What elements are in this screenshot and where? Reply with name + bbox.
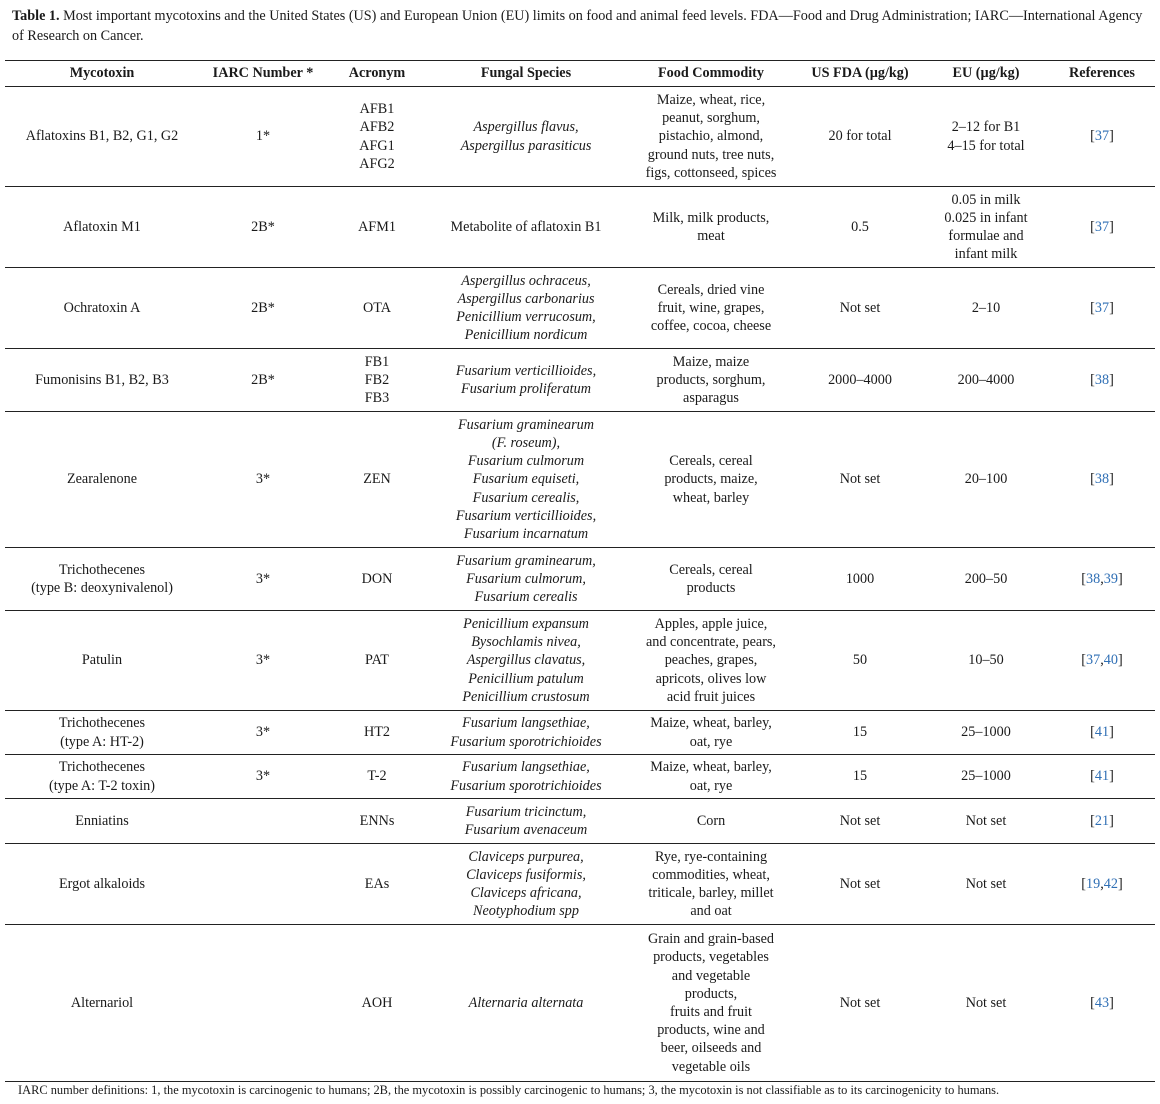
cell-line: ZEN [363, 471, 391, 488]
cell-line: Rye, rye-containing [654, 848, 768, 865]
reference-link[interactable]: 38 [1086, 570, 1101, 587]
cell-line: AFB2 [359, 119, 395, 136]
mycotoxin-cell [5, 755, 199, 799]
table-row [5, 711, 1155, 755]
references-cell: [37] [1049, 187, 1155, 268]
table-row [5, 925, 1155, 1082]
references-cell: [38,39] [1049, 548, 1155, 611]
cell-line: products, vegetables [653, 949, 769, 966]
cell-line: Maize, maize [672, 353, 750, 370]
acronym-cell [327, 799, 427, 844]
us-fda-cell [797, 611, 923, 711]
cell-line: (type A: T-2 toxin) [48, 777, 155, 794]
cell-line: 4–15 for total [947, 137, 1025, 154]
mycotoxin-cell [5, 925, 199, 1082]
cell-line: Fusarium culmorum, [466, 570, 586, 587]
cell-line: products, sorghum, [656, 371, 766, 388]
table-header-row [5, 61, 1155, 87]
acronym-cell [327, 755, 427, 799]
cell-line: Not set [839, 994, 881, 1011]
acronym-cell [327, 187, 427, 268]
cell-line: Maize, wheat, rice, [656, 91, 766, 108]
cell-line: Grain and grain-based [647, 931, 775, 948]
food-commodity-cell [625, 711, 797, 755]
cell-line: Claviceps purpurea, [468, 848, 584, 865]
iarc-value: 3* [255, 724, 271, 741]
cell-line: pistachio, almond, [658, 128, 764, 145]
cell-line: Fusarium verticillioides, [455, 507, 597, 524]
food-commodity-cell [625, 349, 797, 412]
mycotoxin-cell [5, 611, 199, 711]
cell-line: AFB1 [359, 101, 395, 118]
cell-line: peanut, sorghum, [662, 110, 760, 127]
cell-line: Not set [839, 471, 881, 488]
cell-line: figs, cottonseed, spices [645, 164, 777, 181]
mycotoxin-cell [5, 548, 199, 611]
cell-line: Claviceps africana, [470, 885, 582, 901]
fungal-species-cell [427, 844, 625, 925]
acronym-cell [327, 349, 427, 412]
iarc-value: 3* [255, 652, 271, 669]
cell-line: acid fruit juices [666, 688, 756, 705]
iarc-value: 2B* [251, 299, 275, 316]
cell-line: Aspergillus clavatus, [466, 652, 586, 669]
cell-line: formulae and [948, 228, 1024, 244]
table-row [5, 548, 1155, 611]
fungal-species-cell [427, 711, 625, 755]
reference-link[interactable]: 38 [1094, 371, 1110, 388]
cell-line: wheat, barley [672, 489, 750, 506]
iarc-value: 2B* [251, 371, 275, 388]
cell-line: Trichothecenes [58, 561, 146, 578]
iarc-cell [199, 187, 327, 268]
mycotoxin-cell [5, 799, 199, 844]
table-row [5, 87, 1155, 187]
cell-line: Penicillium nordicum [464, 327, 588, 344]
acronym-cell [327, 844, 427, 925]
eu-cell [923, 87, 1049, 187]
mycotoxin-cell [5, 187, 199, 268]
column-header: US FDA (µg/kg) [797, 61, 923, 87]
cell-line: 10–50 [968, 652, 1004, 669]
food-commodity-cell [625, 187, 797, 268]
reference-link[interactable]: 39 [1103, 570, 1118, 587]
table-body [5, 87, 1155, 1082]
cell-line: and oat [690, 903, 732, 920]
reference-link[interactable]: 43 [1094, 994, 1110, 1011]
us-fda-cell [797, 844, 923, 925]
cell-line: Fumonisins B1, B2, B3 [35, 371, 169, 388]
cell-line: Corn [696, 812, 726, 829]
fungal-species-cell [427, 799, 625, 844]
cell-line: peaches, grapes, [664, 652, 758, 669]
fungal-species-cell [427, 349, 625, 412]
cell-line: AFG2 [359, 155, 395, 172]
cell-line: FB2 [364, 371, 390, 388]
table-row [5, 187, 1155, 268]
cell-line: Fusarium langsethiae, [462, 715, 590, 732]
eu-cell [923, 187, 1049, 268]
food-commodity-cell [625, 925, 797, 1082]
iarc-cell [199, 611, 327, 711]
table-row [5, 412, 1155, 548]
cell-line: Claviceps fusiformis, [466, 866, 586, 883]
cell-line: and concentrate, pears, [646, 634, 776, 651]
table-footnote: IARC number definitions: 1, the mycotoxin is carcinogenic to humans; 2B, the mycotoxin is possibly carcinogenic to humans; 3, the mycotoxin is not classifiable as to its carcinogenicity to humans. [18, 1083, 1000, 1097]
cell-line: fruits and fruit [670, 1004, 752, 1020]
cell-line: Ochratoxin A [63, 299, 141, 316]
cell-line: 20–100 [964, 471, 1008, 488]
cell-line: products, maize, [664, 471, 758, 488]
cell-line: triticale, barley, millet [648, 885, 774, 901]
cell-line: Fusarium culmorum [467, 453, 585, 470]
food-commodity-cell [625, 844, 797, 925]
cell-line: Penicillium verrucosum, [456, 309, 596, 325]
cell-line: Ergot alkaloids [58, 875, 146, 892]
mycotoxin-table [5, 60, 1155, 1082]
cell-line: 200–50 [964, 570, 1008, 587]
references-cell: [21] [1049, 799, 1155, 844]
acronym-cell [327, 548, 427, 611]
cell-line: vegetable oils [671, 1058, 751, 1075]
cell-line: PAT [365, 652, 389, 669]
cell-line: 15 [852, 768, 868, 785]
cell-line: Aflatoxin M1 [63, 218, 141, 235]
eu-cell [923, 844, 1049, 925]
cell-line: Alternariol [70, 994, 134, 1011]
fungal-species-cell [427, 755, 625, 799]
column-header: Food Commodity [625, 61, 797, 87]
cell-line: Penicillium patulum [468, 670, 584, 687]
cell-line: EAs [364, 875, 390, 892]
cell-line: 15 [852, 724, 868, 741]
cell-line: 2000–4000 [828, 371, 892, 388]
acronym-cell [327, 611, 427, 711]
cell-line: Fusarium cerealis [474, 589, 578, 606]
food-commodity-cell [625, 799, 797, 844]
fungal-species-cell [427, 925, 625, 1082]
cell-line: Enniatins [75, 812, 129, 829]
references-cell: [41] [1049, 711, 1155, 755]
cell-line: Fusarium verticillioides, [455, 362, 597, 379]
cell-line: (type A: HT-2) [60, 733, 144, 750]
cell-line: Trichothecenes [58, 759, 146, 776]
eu-cell [923, 925, 1049, 1082]
cell-line: Not set [965, 994, 1007, 1011]
fungal-species-cell [427, 611, 625, 711]
iarc-value: 1* [255, 128, 271, 145]
iarc-cell [199, 711, 327, 755]
table-row [5, 844, 1155, 925]
eu-cell [923, 799, 1049, 844]
food-commodity-cell [625, 87, 797, 187]
cell-line: Apples, apple juice, [654, 615, 768, 632]
cell-line: 25–1000 [961, 724, 1011, 741]
table-row [5, 268, 1155, 349]
cell-line: HT2 [363, 724, 390, 741]
mycotoxin-cell [5, 711, 199, 755]
cell-line: Fusarium graminearum [458, 416, 594, 433]
mycotoxin-cell [5, 844, 199, 925]
column-header: IARC Number * [199, 61, 327, 87]
reference-link[interactable]: 19 [1086, 875, 1101, 892]
cell-line: Zearalenone [66, 471, 138, 488]
acronym-cell [327, 711, 427, 755]
cell-line: asparagus [683, 390, 739, 407]
cell-line: (type B: deoxynivalenol) [31, 580, 173, 596]
cell-line: Fusarium sporotrichioides [450, 777, 602, 794]
us-fda-cell [797, 187, 923, 268]
cell-line: AFM1 [358, 218, 396, 235]
cell-line: 0.05 in milk [951, 191, 1021, 208]
cell-line: Fusarium sporotrichioides [450, 733, 602, 750]
us-fda-cell [797, 755, 923, 799]
cell-line: DON [361, 570, 393, 587]
cell-line: 20 for total [828, 128, 892, 145]
cell-line: ground nuts, tree nuts, [647, 146, 775, 163]
cell-line: beer, oilseeds and [660, 1040, 762, 1057]
cell-line: 2–10 [971, 299, 1001, 316]
cell-line: Bysochlamis nivea, [471, 634, 581, 651]
mycotoxin-cell [5, 412, 199, 548]
references-cell: [37] [1049, 268, 1155, 349]
cell-line: Fusarium cerealis, [472, 489, 580, 506]
us-fda-cell [797, 268, 923, 349]
eu-cell [923, 611, 1049, 711]
iarc-cell [199, 548, 327, 611]
us-fda-cell [797, 412, 923, 548]
cell-line: Aspergillus parasiticus [460, 137, 592, 154]
reference-link[interactable]: 37 [1094, 299, 1110, 316]
fungal-species-cell [427, 87, 625, 187]
food-commodity-cell [625, 611, 797, 711]
reference-link[interactable]: 41 [1094, 724, 1110, 741]
cell-line: 2–12 for B1 [951, 119, 1021, 136]
fungal-species-cell [427, 412, 625, 548]
cell-line: Aspergillus flavus, [473, 119, 579, 136]
cell-line: Alternaria alternata [468, 994, 584, 1011]
reference-link[interactable]: 40 [1103, 652, 1118, 669]
cell-line: Not set [965, 875, 1007, 892]
cell-line: Penicillium expansum [463, 615, 589, 632]
mycotoxin-cell [5, 268, 199, 349]
mycotoxin-cell [5, 349, 199, 412]
cell-line: ENNs [359, 812, 395, 829]
cell-line: Metabolite of aflatoxin B1 [450, 218, 602, 235]
reference-link[interactable]: 37 [1094, 128, 1110, 145]
cell-line: Not set [965, 812, 1007, 829]
cell-line: commodities, wheat, [652, 866, 770, 883]
cell-line: products [686, 580, 736, 596]
reference-link[interactable]: 41 [1094, 768, 1110, 785]
reference-link[interactable]: 21 [1094, 812, 1110, 829]
reference-link[interactable]: 37 [1094, 218, 1110, 235]
references-cell: [38] [1049, 412, 1155, 548]
us-fda-cell [797, 799, 923, 844]
cell-line: apricots, olives low [655, 670, 767, 687]
us-fda-cell [797, 87, 923, 187]
cell-line: (F. roseum), [491, 434, 561, 451]
cell-line: fruit, wine, grapes, [657, 299, 765, 316]
references-cell: [43] [1049, 925, 1155, 1082]
cell-line: Patulin [81, 652, 123, 669]
references-cell: [37] [1049, 87, 1155, 187]
cell-line: infant milk [954, 246, 1018, 263]
references-cell: [37,40] [1049, 611, 1155, 711]
cell-line: Fusarium langsethiae, [462, 759, 590, 776]
cell-line: Aflatoxins B1, B2, G1, G2 [25, 128, 179, 145]
cell-line: products, wine and [657, 1022, 765, 1039]
cell-line: Maize, wheat, barley, [650, 759, 772, 776]
cell-line: Fusarium avenaceum [464, 822, 588, 838]
column-header: Acronym [327, 61, 427, 87]
cell-line: products, [684, 985, 738, 1002]
cell-line: 0.025 in infant [944, 209, 1028, 226]
acronym-cell [327, 87, 427, 187]
cell-line: Neotyphodium spp [472, 903, 579, 920]
cell-line: Cereals, cereal [669, 453, 753, 470]
iarc-value: 2B* [251, 218, 275, 235]
fungal-species-cell [427, 268, 625, 349]
food-commodity-cell [625, 548, 797, 611]
iarc-cell [199, 925, 327, 1082]
references-cell: [19,42] [1049, 844, 1155, 925]
cell-line: coffee, cocoa, cheese [650, 318, 772, 335]
eu-cell [923, 349, 1049, 412]
table-row [5, 349, 1155, 412]
eu-cell [923, 711, 1049, 755]
cell-line: Fusarium tricinctum, [465, 803, 587, 820]
reference-link[interactable]: 42 [1103, 875, 1118, 892]
eu-cell [923, 412, 1049, 548]
iarc-cell [199, 268, 327, 349]
iarc-value: 3* [255, 471, 271, 488]
food-commodity-cell [625, 268, 797, 349]
eu-cell [923, 755, 1049, 799]
cell-line: Milk, milk products, [652, 209, 770, 226]
table-row [5, 755, 1155, 799]
cell-line: AFG1 [359, 137, 395, 154]
acronym-cell [327, 412, 427, 548]
caption-text: Most important mycotoxins and the United States (US) and European Union (EU) limits on food and animal feed levels. FDA—Food and Drug Administration; IARC—International Agency of Research on Cancer. [12, 8, 1143, 44]
column-header: References [1049, 61, 1155, 87]
acronym-cell [327, 268, 427, 349]
cell-line: 50 [852, 652, 868, 669]
us-fda-cell [797, 925, 923, 1082]
fungal-species-cell [427, 187, 625, 268]
reference-link[interactable]: 38 [1094, 471, 1110, 488]
cell-line: Maize, wheat, barley, [650, 715, 772, 732]
column-header: EU (µg/kg) [923, 61, 1049, 87]
cell-line: Fusarium incarnatum [463, 526, 589, 542]
cell-line: Aspergillus carbonarius [457, 290, 595, 307]
iarc-cell [199, 799, 327, 844]
cell-line: FB3 [364, 390, 390, 407]
cell-line: Penicillium crustosum [462, 688, 590, 705]
us-fda-cell [797, 711, 923, 755]
food-commodity-cell [625, 412, 797, 548]
cell-line: Not set [839, 299, 881, 316]
cell-line: oat, rye [689, 777, 733, 794]
cell-line: Aspergillus ochraceus, [461, 272, 591, 289]
cell-line: Cereals, dried vine [657, 281, 765, 298]
reference-link[interactable]: 37 [1086, 652, 1101, 669]
cell-line: Not set [839, 875, 881, 892]
iarc-cell [199, 412, 327, 548]
cell-line: meat [697, 228, 725, 244]
table-row [5, 611, 1155, 711]
references-cell: [41] [1049, 755, 1155, 799]
cell-line: 25–1000 [961, 768, 1011, 785]
cell-line: and vegetable [671, 967, 751, 984]
table-caption [12, 6, 1148, 46]
cell-line: AOH [361, 994, 393, 1011]
eu-cell [923, 548, 1049, 611]
cell-line: 1000 [845, 570, 875, 587]
food-commodity-cell [625, 755, 797, 799]
column-header: Fungal Species [427, 61, 625, 87]
caption-label: Table 1. [12, 8, 60, 24]
iarc-cell [199, 87, 327, 187]
cell-line: oat, rye [689, 733, 733, 750]
us-fda-cell [797, 548, 923, 611]
references-cell: [38] [1049, 349, 1155, 412]
iarc-value: 3* [255, 768, 271, 785]
cell-line: Fusarium proliferatum [461, 381, 591, 397]
mycotoxin-cell [5, 87, 199, 187]
cell-line: Trichothecenes [58, 715, 146, 732]
us-fda-cell [797, 349, 923, 412]
iarc-cell [199, 349, 327, 412]
eu-cell [923, 268, 1049, 349]
cell-line: Fusarium graminearum, [456, 552, 596, 569]
acronym-cell [327, 925, 427, 1082]
column-header: Mycotoxin [5, 61, 199, 87]
fungal-species-cell [427, 548, 625, 611]
iarc-cell [199, 755, 327, 799]
cell-line: Fusarium equiseti, [472, 471, 580, 488]
cell-line: 0.5 [851, 218, 869, 235]
table-row [5, 799, 1155, 844]
cell-line: Cereals, cereal [669, 561, 753, 578]
iarc-cell [199, 844, 327, 925]
cell-line: T-2 [367, 768, 387, 785]
iarc-value: 3* [255, 570, 271, 587]
cell-line: OTA [362, 299, 392, 316]
cell-line: Not set [839, 812, 881, 829]
cell-line: FB1 [364, 353, 390, 370]
cell-line: 200–4000 [957, 371, 1015, 388]
